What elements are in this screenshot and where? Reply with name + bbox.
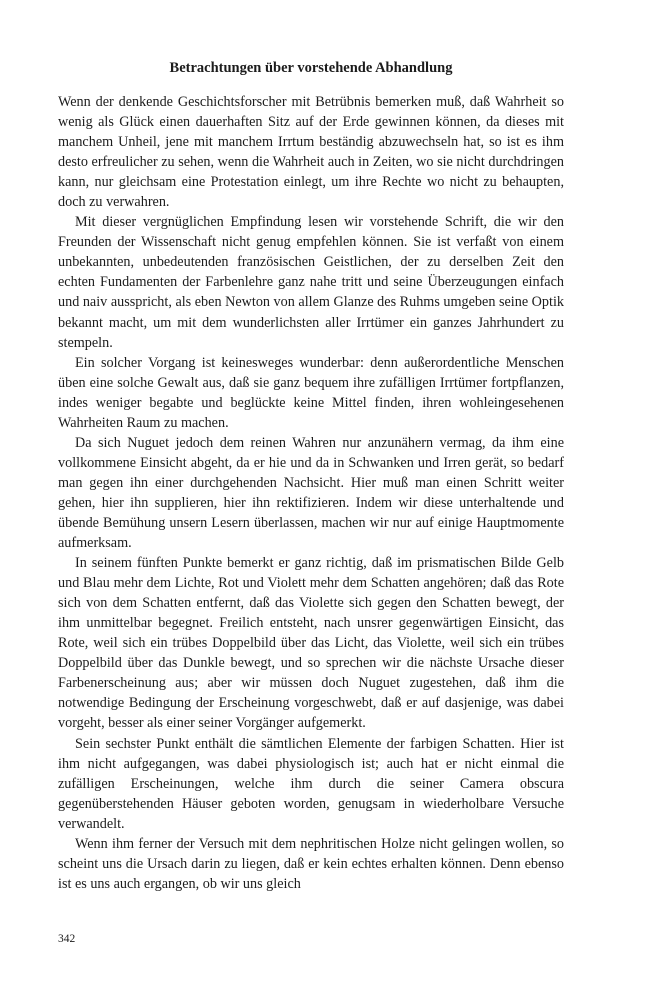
paragraph-6: Sein sechster Punkt enthält die sämtlichen Elemente der farbigen Schatten. Hier ist ihm nicht aufgegangen, was dabei physiologisch ist; auch hat er nicht einmal die zufälligen Erscheinungen, welche ihm durch die seiner Camera obscura gegenüberstehenden Häuser geboten worden, genugsam in wiederholbare Versuche verwandelt. (58, 735, 564, 832)
section-title: Betrachtungen über vorstehende Abhandlung (169, 60, 453, 76)
paragraph-3: Ein solcher Vorgang ist keinesweges wunderbar: denn außerordentliche Menschen üben eine solche Gewalt aus, daß sie ganz bequem ihre zufälligen Irrtümer fortpflanzen, indes weniger begabte und beglückte keine Mittel finden, ihren wohleingesehenen Wahrheiten Raum zu machen. (58, 354, 564, 431)
page-number: 342 (58, 933, 76, 945)
paragraph-5: In seinem fünften Punkte bemerkt er ganz richtig, daß im prismatischen Bilde Gelb und Blau mehr dem Lichte, Rot und Violett mehr dem Schatten angehören; daß das Rote sich von dem Schatten entfernt, daß das Violette sich gegen den Schatten bewegt, der ihm unmittelbar begegnet. Freilich entsteht, nach unsrer gegenwärtigen Einsicht, das Rote, weil sich ein trübes Doppelbild über das Licht, das Violette, weil sich ein trübes Doppelbild über das Dunkle bewegt, und so sprechen wir die nächste Ursache dieser Farbenerscheinung aus; aber wir müssen doch Nuguet zugestehen, daß ihm die notwendige Bedingung der Erscheinung vorgeschwebt, daß er auf dasjenige, was dabei vorgeht, besser als einer seiner Vorgänger aufgemerkt. (58, 555, 564, 732)
book-page (58, 58, 564, 894)
paragraph-1: Wenn der denkende Geschichtsforscher mit Betrübnis bemerken muß, daß Wahrheit so wenig als Glück einen dauerhaften Sitz auf der Erde gewinnen können, da dieses mit manchem Unheil, jene mit manchem Irrtum beständig abzuwechseln hat, so ist es ihm desto erfreulicher zu sehen, wenn die Wahrheit auch in Zeiten, wo sie nicht durchdringen kann, nur gleichsam eine Protestation einlegt, um ihre Rechte wo nicht zu behaupten, doch zu verwahren. (58, 94, 564, 211)
paragraph-4: Da sich Nuguet jedoch dem reinen Wahren nur anzunähern vermag, da ihm eine vollkommene Einsicht abgeht, da er hie und da in Schwanken und Irren gerät, so bedarf man gegen ihn einer durchgehenden Nachsicht. Hier muß man einen Schritt weiter gehen, hier ihn supplieren, hier ihn rektifizieren. Indem wir diese unterhaltende und übende Bemühung unsern Lesern überlassen, machen wir nur auf einige Hauptmomente aufmerksam. (58, 434, 564, 552)
paragraph-2: Mit dieser vergnüglichen Empfindung lesen wir vorstehende Schrift, die wir den Freunden der Wissenschaft nicht genug empfehlen können. Sie ist verfaßt von einem unbekannten, unbedeutenden französischen Geistlichen, der zu derselben Zeit den echten Fundamenten der Farbenlehre ganz nahe tritt und seine Überzeugungen einfach und naiv ausspricht, als eben Newton von allem Glanze des Ruhms umgeben seine Optik bekannt macht, um mit dem wunderlichsten aller Irrtümer ein ganzes Jahrhundert zu stempeln. (58, 214, 564, 351)
paragraph-7: Wenn ihm ferner der Versuch mit dem nephritischen Holze nicht gelingen wollen, so scheint uns die Ursach darin zu liegen, daß er kein echtes erhalten können. Denn ebenso ist es uns auch ergangen, ob wir uns gleich (58, 835, 564, 892)
